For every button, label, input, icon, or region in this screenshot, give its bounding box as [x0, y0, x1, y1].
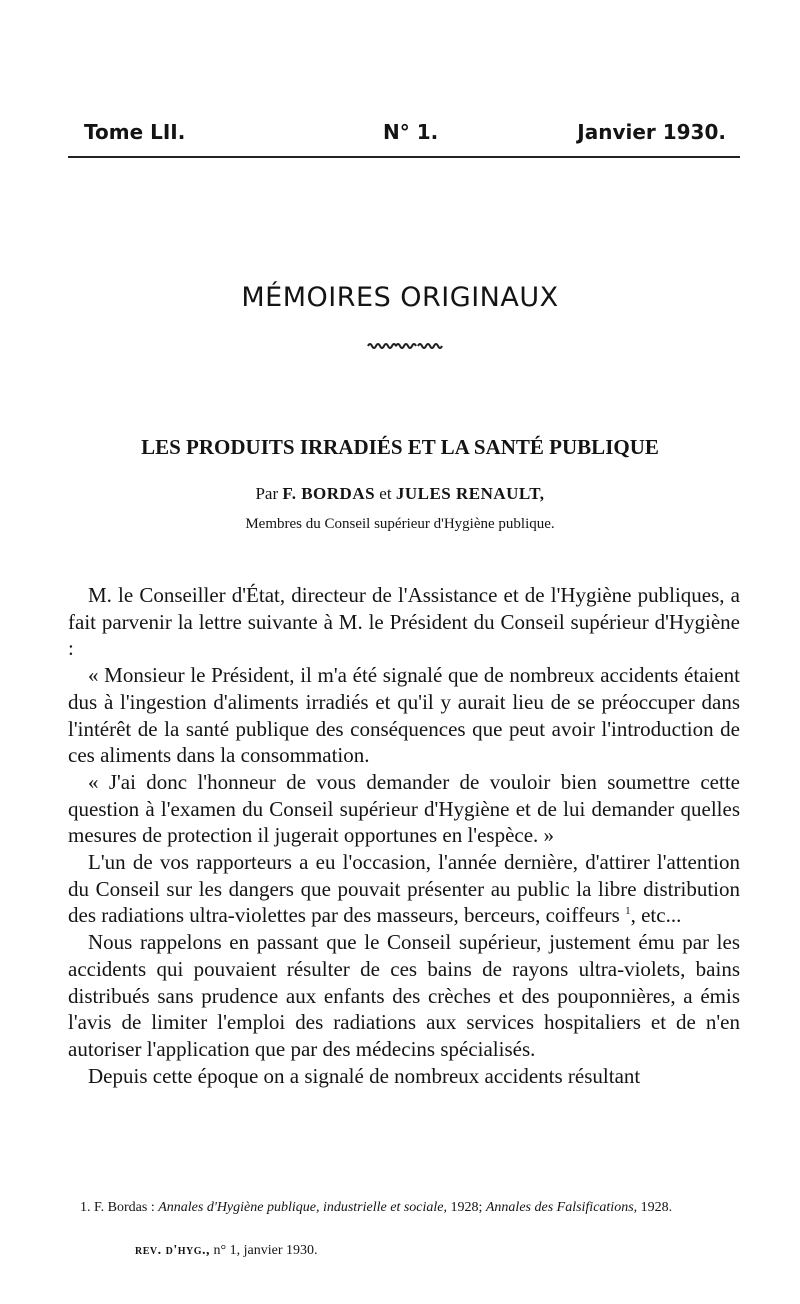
paragraph-4-text: L'un de vos rapporteurs a eu l'occasion, l'année dernière, d'attirer l'attention du Conseil sur les dangers que pouvait présenter au public la libre distribution des radiations ultra-violettes par des masseurs, berceurs, coiffeurs	[68, 850, 740, 928]
article-body	[68, 582, 740, 1089]
article-title: LES PRODUITS IRRADIÉS ET LA SANTÉ PUBLIQUE	[141, 435, 659, 459]
byline-prefix: Par	[255, 484, 279, 503]
footnote-ref-2: Annales des Falsifications,	[485, 1200, 638, 1215]
issue-label: N° 1.	[383, 120, 439, 144]
header-rule	[68, 156, 740, 158]
volume-label: Tome LII.	[84, 120, 186, 144]
paragraph-4-end: , etc...	[630, 903, 682, 928]
wavy-ornament	[366, 340, 446, 352]
footer-issue: n° 1, janvier 1930.	[213, 1243, 318, 1258]
date-label: Janvier 1930.	[577, 120, 726, 144]
paragraph-2-letter: « Monsieur le Président, il m'a été signalé que de nombreux accidents étaient dus à l'ingestion d'aliments irradiés et qu'il y aurait lieu de se préoccuper dans l'intérêt de la santé publique des conséquences que peut avoir l'introduction de ces aliments dans la consommation.	[68, 663, 740, 768]
footnote-ref: 1	[625, 905, 631, 918]
author-affiliation: Membres du Conseil supérieur d'Hygiène publique.	[245, 516, 555, 532]
footnote-ref-1: Annales d'Hygiène publique, industrielle et sociale,	[158, 1200, 447, 1215]
paragraph-3-letter: « J'ai donc l'honneur de vous demander de vouloir bien soumettre cette question à l'examen du Conseil supérieur d'Hygiène et de lui demander quelles mesures de protection il jugerait opportunes en l'espèce. »	[68, 769, 740, 848]
author-bordas: F. BORDAS	[282, 484, 376, 503]
paragraph-1: M. le Conseiller d'État, directeur de l'Assistance et de l'Hygiène publiques, a fait parvenir la lettre suivante à M. le Président du Conseil supérieur d'Hygiène :	[68, 583, 740, 661]
footnote-marker: 1. F. Bordas :	[80, 1200, 155, 1215]
byline-joiner: et	[379, 484, 392, 503]
author-renault: JULES RENAULT,	[395, 484, 545, 503]
running-head	[68, 120, 740, 150]
footnote-year-2: 1928.	[640, 1200, 673, 1215]
paragraph-6: Depuis cette époque on a signalé de nombreux accidents résultant	[88, 1063, 641, 1088]
footer-journal: rev. d'hyg.,	[135, 1243, 211, 1258]
footnote	[68, 1198, 740, 1218]
page-footer	[135, 1243, 317, 1259]
byline	[0, 484, 800, 504]
paragraph-4	[68, 849, 740, 929]
paragraph-5: Nous rappelons en passant que le Conseil supérieur, justement ému par les accidents qui pouvaient résulter de ces bains de rayons ultra-violets, bains distribués sans prudence aux enfants des crèches et des pouponnières, a émis l'avis de limiter l'emploi des radiations aux services hospitaliers et de n'en autoriser l'application que par des médecins spécialisés.	[68, 930, 740, 1061]
footnote-year-1: 1928;	[450, 1200, 483, 1215]
section-title: MÉMOIRES ORIGINAUX	[241, 282, 559, 313]
